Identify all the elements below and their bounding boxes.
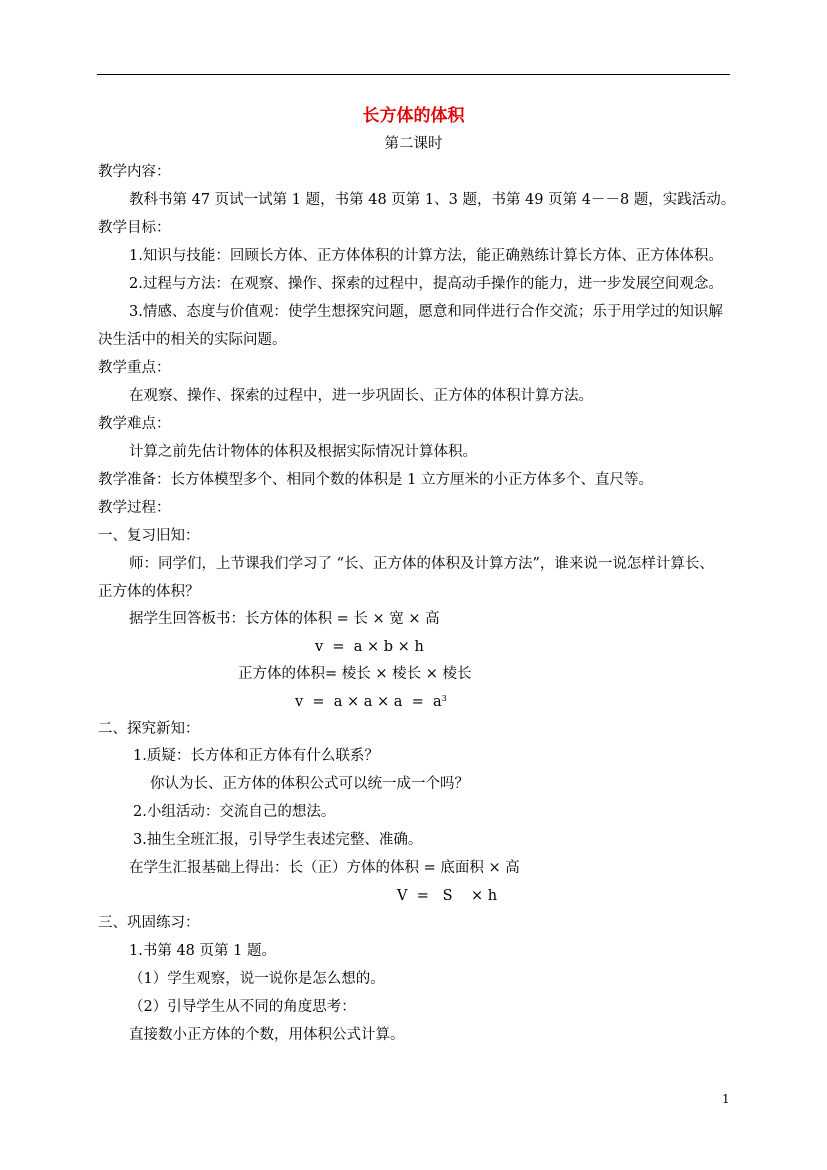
document-subtitle: 第二课时	[384, 136, 443, 152]
document-title: 长方体的体积	[362, 106, 465, 126]
explore-heading: 二、探究新知：	[98, 721, 200, 737]
practice-item-1: 1.书第 48 页第 1 题。	[129, 943, 276, 959]
goal-1: 1.知识与技能：回顾长方体、正方体体积的计算方法，能正确熟练计算长方体、正方体体积。	[129, 248, 723, 264]
explore-item-2: 2.小组活动：交流自己的想法。	[133, 804, 336, 820]
board-line2: v = a × b × h	[315, 639, 424, 655]
header-rule	[97, 74, 730, 75]
review-line1: 师：同学们，上节课我们学习了 “长、正方体的体积及计算方法”，谁来说一说怎样计算长、	[129, 556, 714, 572]
prep-text: 教学准备：长方体模型多个、相同个数的体积是 1 立方厘米的小正方体多个、直尺等。	[98, 472, 653, 488]
difficulty-text: 计算之前先估计物体的体积及根据实际情况计算体积。	[129, 444, 477, 460]
content-heading: 教学内容：	[98, 164, 171, 180]
key-heading: 教学重点：	[98, 360, 171, 376]
goal-3-line2: 决生活中的相关的实际问题。	[98, 332, 287, 348]
difficulty-heading: 教学难点：	[98, 416, 171, 432]
board-line4-text: v = a × a × a = a	[295, 694, 442, 710]
board-line4-exponent: 3	[441, 694, 447, 703]
board-line1: 据学生回答板书：长方体的体积 = 长 × 宽 × 高	[129, 611, 440, 627]
practice-item-1c: 直接数小正方体的个数，用体积公式计算。	[129, 1027, 405, 1043]
review-heading: 一、复习旧知：	[98, 528, 200, 544]
page-number: 1	[722, 1092, 730, 1106]
explore-item-1: 1.质疑：长方体和正方体有什么联系？	[133, 748, 379, 764]
board-line4	[295, 692, 447, 712]
goals-heading: 教学目标：	[98, 220, 171, 236]
explore-result: 在学生汇报基础上得出：长（正）方体的体积 = 底面积 × 高	[129, 860, 520, 876]
board-line3: 正方体的体积= 棱长 × 棱长 × 棱长	[238, 666, 472, 682]
practice-heading: 三、巩固练习：	[98, 915, 200, 931]
practice-item-1a: （1）学生观察，说一说你是怎么想的。	[129, 971, 385, 987]
explore-item-3: 3.抽生全班汇报，引导学生表述完整、准确。	[133, 832, 423, 848]
process-heading: 教学过程：	[98, 500, 171, 516]
explore-formula: V = S × h	[397, 888, 498, 904]
review-line2: 正方体的体积？	[98, 584, 200, 600]
key-text: 在观察、操作、探索的过程中，进一步巩固长、正方体的体积计算方法。	[129, 388, 593, 404]
explore-item-1b: 你认为长、正方体的体积公式可以统一成一个吗？	[150, 776, 469, 792]
content-text: 教科书第 47 页试一试第 1 题，书第 48 页第 1、3 题，书第 49 页第 4－－8 题，实践活动。	[129, 192, 736, 208]
practice-item-1b: （2）引导学生从不同的角度思考：	[129, 999, 356, 1015]
goal-2: 2.过程与方法：在观察、操作、探索的过程中，提高动手操作的能力，进一步发展空间观念。	[129, 276, 723, 292]
goal-3-line1: 3.情感、态度与价值观：使学生想探究问题，愿意和同伴进行合作交流；乐于用学过的知识解	[129, 304, 723, 320]
